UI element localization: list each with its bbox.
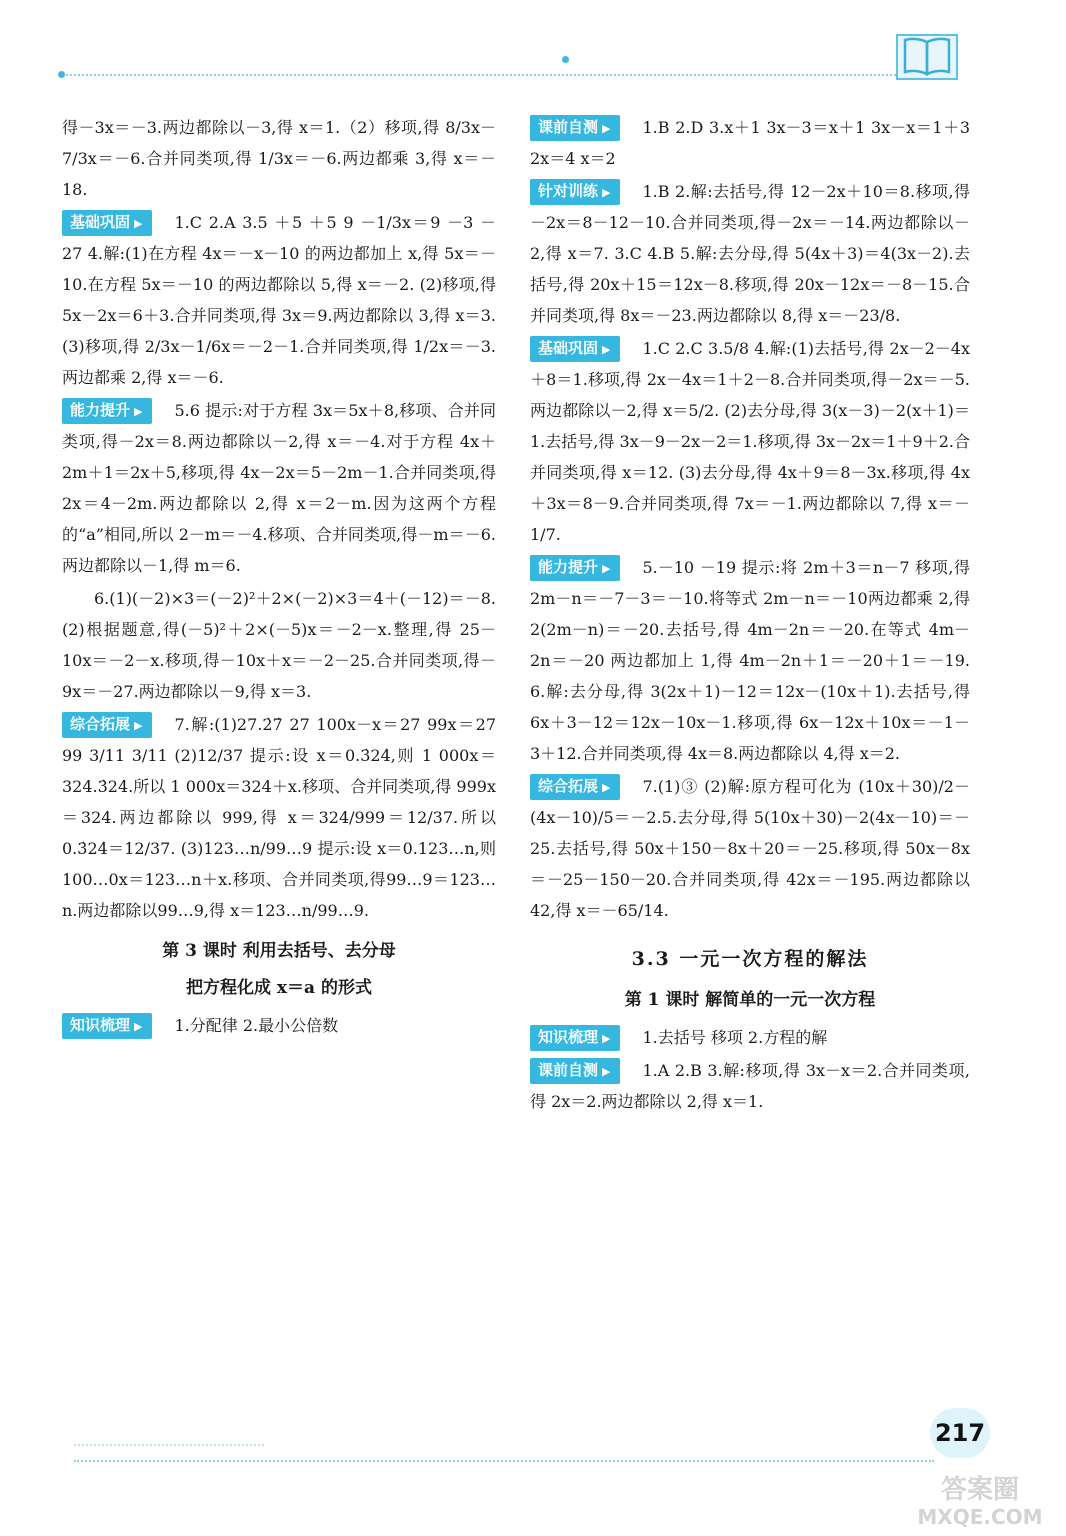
lesson-title-line1: 第 3 课时 利用去括号、去分母: [162, 941, 396, 961]
right-section-pretest-2: [530, 1055, 970, 1117]
extension-answers: 7.解:(1)27.2̇7̇ 27 100x－x＝27 99x＝27 99 3/11 3/11 (2)12/37 提示:设 x＝0.3̇24̇,则 1 000x＝324.3̇24̇.所以 1 000x＝324＋x.移项、合并同类项,得 999x＝324.两边都除以 999,得 x＝324/999＝12/37.所以 0.3̇24̇＝12/37. (3)123…n/99…9 提示:设 x＝0.123…n,则 100…0x＝123…n＋x.移项、合并同类项,得99…9＝123…n.两边都除以99…9,得 x＝123…n/99…9.: [62, 715, 496, 920]
section-tag-targeted: 针对训练 ▶: [530, 179, 620, 205]
right-column: [530, 112, 970, 1119]
section-tag-pretest: 课前自测 ▶: [530, 115, 620, 141]
left-intro-text: 得－3x＝－3.两边都除以－3,得 x＝1.（2）移项,得 8/3x－7/3x＝－6.合并同类项,得 1/3x＝－6.两边都乘 3,得 x＝－18.: [62, 118, 496, 199]
left-section-basic: [62, 207, 496, 393]
section-tag-basic-2: 基础巩固 ▶: [530, 336, 620, 362]
section-tag-extension: 综合拓展 ▶: [62, 712, 152, 738]
targeted-answers: 1.B 2.解:去括号,得 12－2x＋10＝8.移项,得－2x＝8－12－10.合并同类项,得－2x＝－14.两边都除以－2,得 x＝7. 3.C 4.B 5.解:去分母,得 5(4x＋3)＝4(3x－2).去括号,得 20x＋15＝12x－8.移项,得 20x－12x＝－8－15.合并同类项,得 8x＝－23.两边都除以 8,得 x＝－23/8.: [530, 182, 970, 325]
ability-answers-6: 6.(1)(－2)×3＝(－2)²＋2×(－2)×3＝4＋(－12)＝－8. (2)根据题意,得(－5)²＋2×(－5)x＝－2－x.整理,得 25－10x＝－2－x.移项,得－10x＋x＝－2－25.合并同类项,得－9x＝－27.两边都除以－9,得 x＝3.: [62, 589, 496, 701]
pretest-answers-2: 1.A 2.B 3.解:移项,得 3x－x＝2.合并同类项,得 2x＝2.两边都除以 2,得 x＝1.: [530, 1061, 970, 1111]
knowledge-answers-2: 1.去括号 移项 2.方程的解: [642, 1028, 828, 1047]
top-dotted-rule: [62, 74, 900, 76]
knowledge-answers: 1.分配律 2.最小公倍数: [174, 1016, 339, 1035]
left-section-ability: [62, 395, 496, 581]
right-section-extension: [530, 771, 970, 926]
section-tag-basic: 基础巩固 ▶: [62, 210, 152, 236]
top-dot-left: [58, 71, 65, 78]
right-section-pretest: [530, 112, 970, 174]
section-tag-ability-2: 能力提升 ▶: [530, 555, 620, 581]
watermark-icon: [900, 1470, 1060, 1530]
lesson-title-line2: 把方程化成 x＝a 的形式: [186, 978, 372, 998]
bottom-dotted-rule: [74, 1460, 934, 1462]
svg-text:答案圈: 答案圈: [940, 1475, 1020, 1505]
right-section-ability: [530, 552, 970, 769]
bottom-dotted-rule-short: [74, 1444, 264, 1446]
right-section-basic: [530, 333, 970, 550]
ability-answers-2: 5.－10 －19 提示:将 2m＋3＝n－7 移项,得 2m－n＝－7－3＝－10.将等式 2m－n＝－10两边都乘 2,得 2(2m－n)＝－20.去括号,得 4m－2n＝－20.在等式 4m－2n＝－20 两边都加上 1,得 4m－2n＋1＝－20＋1＝－19. 6.解:去分母,得 3(2x＋1)－12＝12x－(10x＋1).去括号,得 6x＋3－12＝12x－10x－1.移项,得 6x－12x＋10x＝－1－3＋12.合并同类项,得 4x＝8.两边都除以 4,得 x＝2.: [530, 558, 970, 763]
watermark-logo: [900, 1470, 1060, 1530]
section-tag-extension-2: 综合拓展 ▶: [530, 774, 620, 800]
section-tag-ability: 能力提升 ▶: [62, 398, 152, 424]
extension-answers-2: 7.(1)③ (2)解:原方程可化为 (10x＋30)/2－(4x－10)/5＝－2.5.去分母,得 5(10x＋30)－2(4x－10)＝－25.去括号,得 50x＋150－8x＋20＝－25.移项,得 50x－8x＝－25－150－20.合并同类项,得 42x＝－195.两边都除以 42,得 x＝－65/14.: [530, 777, 970, 920]
svg-text:MXQE.COM: MXQE.COM: [917, 1505, 1043, 1529]
ability-answers: 5.6 提示:对于方程 3x＝5x＋8,移项、合并同类项,得－2x＝8.两边都除以－2,得 x＝－4.对于方程 4x＋2m＋1＝2x＋5,移项,得 4x－2x＝5－2m－1.合并同类项,得 2x＝4－2m.两边都除以 2,得 x＝2－m.因为这两个方程的“a”相同,所以 2－m＝－4.移项、合并同类项,得－m＝－6.两边都除以－1,得 m＝6.: [62, 401, 496, 575]
top-dot-mid: [562, 56, 569, 63]
right-section-knowledge: [530, 1022, 970, 1053]
left-section-extension: [62, 709, 496, 926]
left-column: [62, 112, 496, 1043]
basic-answers: 1.C 2.A 3.5 ＋5 ＋5 9 －1/3x＝9 －3 －27 4.解:(1)在方程 4x＝－x－10 的两边都加上 x,得 5x＝－10.在方程 5x＝－10 的两边都除以 5,得 x＝－2. (2)移项,得 5x－2x＝6＋3.合并同类项,得 3x＝9.两边都除以 3,得 x＝3. (3)移项,得 2/3x－1/6x＝－2－1.合并同类项,得 1/2x＝－3.两边都乘 2,得 x＝－6.: [62, 213, 496, 387]
left-section-knowledge: [62, 1010, 496, 1041]
section-tag-pretest-2: 课前自测 ▶: [530, 1058, 620, 1084]
section-tag-knowledge: 知识梳理 ▶: [62, 1013, 152, 1039]
pretest-answers: 1.B 2.D 3.x＋1 3x－3＝x＋1 3x－x＝1＋3 2x＝4 x＝2: [530, 118, 970, 168]
lesson-title: 第 1 课时 解简单的一元一次方程: [624, 990, 876, 1010]
right-section-targeted: [530, 176, 970, 331]
section-tag-knowledge-2: 知识梳理 ▶: [530, 1025, 620, 1051]
basic-answers-2: 1.C 2.C 3.5/8 4.解:(1)去括号,得 2x－2－4x＋8＝1.移项,得 2x－4x＝1＋2－8.合并同类项,得－2x＝－5.两边都除以－2,得 x＝5/2. (2)去分母,得 3(x－3)－2(x＋1)＝1.去括号,得 3x－9－2x－2＝1.移项,得 3x－2x＝1＋9＋2.合并同类项,得 x＝12. (3)去分母,得 4x＋9＝8－3x.移项,得 4x＋3x＝8－9.合并同类项,得 7x＝－1.两边都除以 7,得 x＝－1/7.: [530, 339, 970, 544]
book-icon: [896, 34, 958, 80]
page-number: 217: [930, 1408, 990, 1458]
chapter-title: 3.3 一元一次方程的解法: [631, 948, 869, 970]
